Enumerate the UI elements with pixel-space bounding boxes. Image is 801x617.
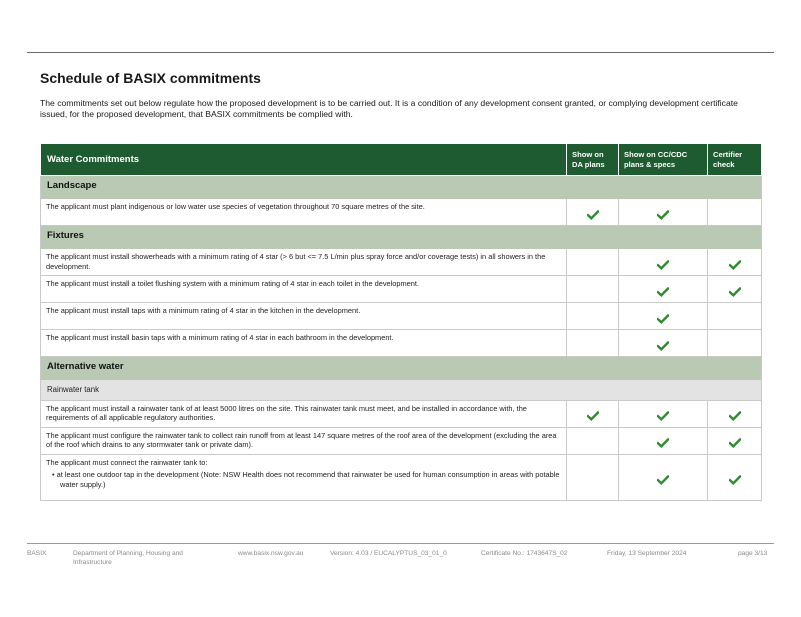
- cc-check-cell: [619, 330, 708, 357]
- check-icon: [657, 438, 669, 448]
- table-row: [41, 249, 762, 276]
- check-icon: [729, 287, 741, 297]
- footer-page: page 3/13: [738, 550, 768, 557]
- section-label: Fixtures: [41, 226, 762, 249]
- water-commitments-table: [40, 143, 762, 501]
- commitment-text: The applicant must plant indigenous or low water use species of vegetation throughout 70 square metres of the site.: [41, 199, 567, 226]
- footer-basix: BASIX: [27, 550, 47, 557]
- section-label: Alternative water: [41, 357, 762, 380]
- subsection-rainwater-tank: [41, 380, 762, 401]
- check-icon: [657, 260, 669, 270]
- check-icon: [657, 341, 669, 351]
- footer-version: Version: 4.03 / EUCALYPTUS_03_01_0: [330, 550, 447, 557]
- da-check-cell: [567, 276, 619, 303]
- header-show-on-da-plans: Show on DA plans: [567, 144, 619, 176]
- table-row: [41, 303, 762, 330]
- commitment-text: The applicant must install taps with a minimum rating of 4 star in the kitchen in the development.: [41, 303, 567, 330]
- da-check-cell: [567, 199, 619, 226]
- cert-check-cell: [708, 249, 762, 276]
- check-icon: [657, 314, 669, 324]
- table-row: [41, 400, 762, 427]
- top-rule: [27, 52, 774, 53]
- cc-check-cell: [619, 427, 708, 454]
- da-check-cell: [567, 400, 619, 427]
- section-landscape: [41, 176, 762, 199]
- header-certifier-check: Certifier check: [708, 144, 762, 176]
- bottom-rule: [27, 543, 774, 544]
- da-check-cell: [567, 454, 619, 500]
- header-show-on-cc-cdc: Show on CC/CDC plans & specs: [619, 144, 708, 176]
- cert-check-cell: [708, 330, 762, 357]
- check-icon: [729, 411, 741, 421]
- commitment-text: The applicant must install a rainwater tank of at least 5000 litres on the site. This rainwater tank must meet, and be installed in accordance with, the requirements of all applicable regulatory authorities.: [41, 400, 567, 427]
- table-row: [41, 199, 762, 226]
- footer-date: Friday, 13 September 2024: [607, 550, 687, 557]
- bullet-text: at least one outdoor tap in the development (Note: NSW Health does not recommend that rainwater be used for human consumption in areas with potable water supply.): [56, 470, 560, 489]
- da-check-cell: [567, 330, 619, 357]
- intro-paragraph: The commitments set out below regulate how the proposed development is to be carried out. It is a condition of any development consent granted, or complying development certificate issued, for the proposed development, that BASIX commitments be complied with.: [40, 98, 738, 119]
- footer-website: www.basix.nsw.gov.au: [238, 550, 304, 557]
- commitment-text: The applicant must configure the rainwater tank to collect rain runoff from at least 147 square metres of the roof area of the development (excluding the area of the roof which drains to any stormwater tank or private dam).: [41, 427, 567, 454]
- subsection-label: Rainwater tank: [41, 380, 762, 401]
- cc-check-cell: [619, 454, 708, 500]
- check-icon: [657, 287, 669, 297]
- da-check-cell: [567, 427, 619, 454]
- cc-check-cell: [619, 199, 708, 226]
- check-icon: [587, 210, 599, 220]
- section-fixtures: [41, 226, 762, 249]
- table-row: [41, 454, 762, 500]
- cc-check-cell: [619, 276, 708, 303]
- cc-check-cell: [619, 303, 708, 330]
- check-icon: [729, 438, 741, 448]
- cert-check-cell: [708, 276, 762, 303]
- check-icon: [657, 475, 669, 485]
- cert-check-cell: [708, 303, 762, 330]
- header-water-commitments: Water Commitments: [41, 144, 567, 176]
- section-label: Landscape: [41, 176, 762, 199]
- cc-check-cell: [619, 249, 708, 276]
- cert-check-cell: [708, 400, 762, 427]
- footer-certificate: Certificate No.: 1743647S_02: [481, 550, 568, 557]
- cert-check-cell: [708, 199, 762, 226]
- table-row: [41, 427, 762, 454]
- check-icon: [729, 260, 741, 270]
- commitment-text: The applicant must install basin taps with a minimum rating of 4 star in each bathroom in the development.: [41, 330, 567, 357]
- commitment-text: The applicant must install showerheads with a minimum rating of 4 star (> 6 but <= 7.5 L/min plus spray force and/or coverage tests) in all showers in the development.: [41, 249, 567, 276]
- table-header-row: [41, 144, 762, 176]
- cert-check-cell: [708, 427, 762, 454]
- commitment-text: [41, 454, 567, 500]
- table-row: [41, 276, 762, 303]
- check-icon: [729, 475, 741, 485]
- cc-check-cell: [619, 400, 708, 427]
- cert-check-cell: [708, 454, 762, 500]
- footer-department: Department of Planning, Housing and Infrastructure: [73, 550, 183, 566]
- da-check-cell: [567, 249, 619, 276]
- check-icon: [657, 210, 669, 220]
- commitment-text: The applicant must install a toilet flushing system with a minimum rating of 4 star in each toilet in the development.: [41, 276, 567, 303]
- check-icon: [587, 411, 599, 421]
- commitment-bullet: • at least one outdoor tap in the development (Note: NSW Health does not recommend that rainwater be used for human consumption in areas with potable water supply.): [52, 470, 560, 489]
- table-row: [41, 330, 762, 357]
- section-alternative-water: [41, 357, 762, 380]
- da-check-cell: [567, 303, 619, 330]
- check-icon: [657, 411, 669, 421]
- commitment-lead: The applicant must connect the rainwater tank to:: [46, 457, 208, 467]
- page-title: Schedule of BASIX commitments: [40, 70, 261, 86]
